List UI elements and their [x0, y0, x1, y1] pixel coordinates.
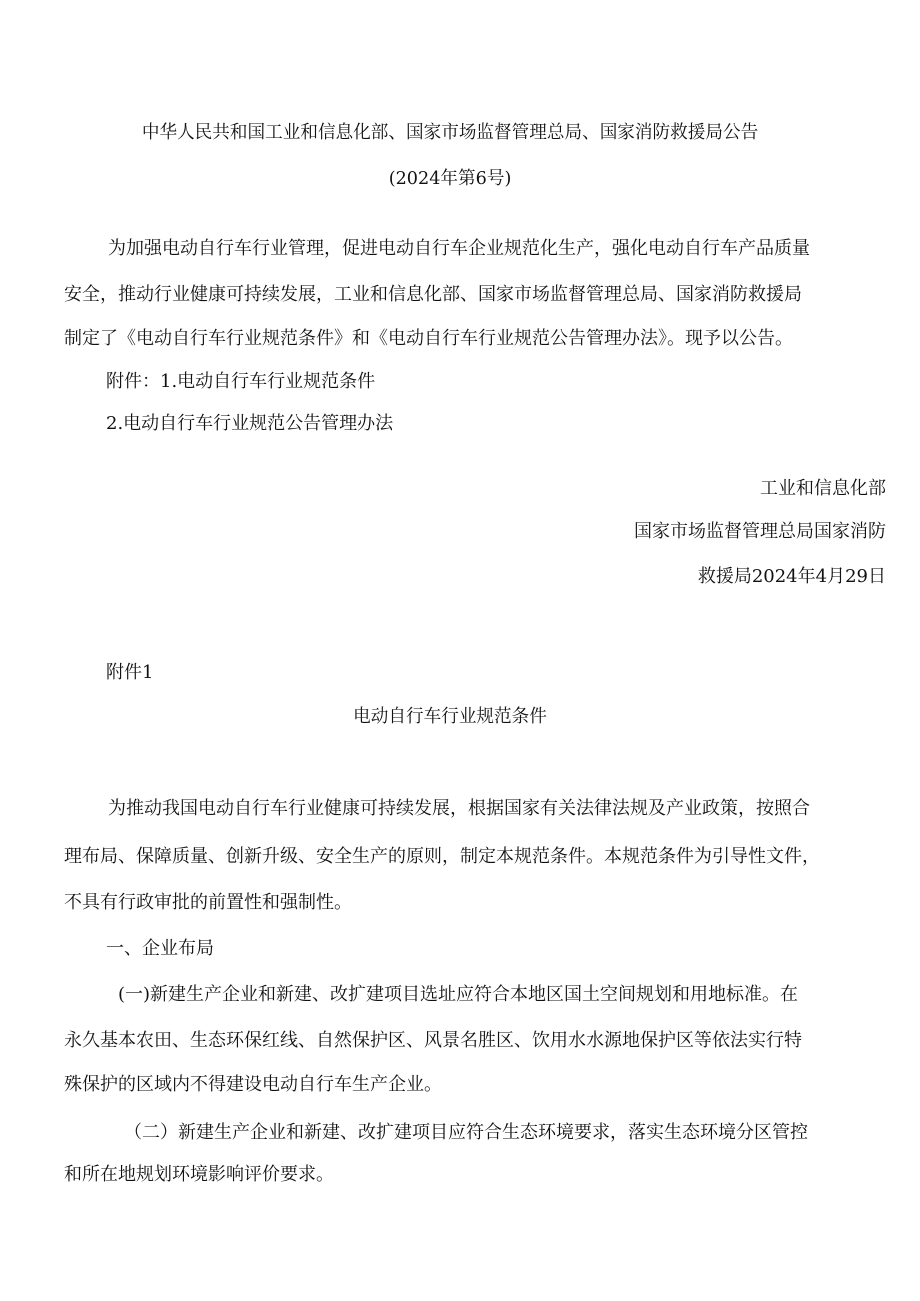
attachment-item-2: 2.电动自行车行业规范公告管理办法: [106, 413, 394, 434]
item1-line-1: (一)新建生产企业和新建、改扩建项目选址应符合本地区国土空间规划和用地标准。在: [118, 984, 799, 1005]
intro-line-3: 制定了《电动自行车行业规范条件》和《电动自行车行业规范公告管理办法》。现予以公告。: [64, 328, 793, 349]
notice-title: 中华人民共和国工业和信息化部、国家市场监督管理总局、国家消防救援局公告: [141, 122, 759, 143]
item1-line-2: 永久基本农田、生态环保红线、自然保护区、风景名胜区、饮用水水源地保护区等依法实行特: [64, 1030, 802, 1051]
intro-line-2: 安全，推动行业健康可持续发展，工业和信息化部、国家市场监督管理总局、国家消防救援局: [64, 284, 802, 305]
annex-intro-line-2: 理布局、保障质量、创新升级、安全生产的原则，制定本规范条件。本规范条件为引导性文件，: [64, 846, 820, 867]
item2-line-2: 和所在地规划环境影响评价要求。: [64, 1164, 334, 1185]
item1-line-3: 殊保护的区域内不得建设电动自行车生产企业。: [64, 1074, 442, 1095]
annex-intro-line-3: 不具有行政审批的前置性和强制性。: [64, 892, 352, 913]
intro-line-1: 为加强电动自行车行业管理，促进电动自行车企业规范化生产，强化电动自行车产品质量: [108, 238, 810, 259]
section-heading: 一、企业布局: [106, 938, 214, 959]
annex-intro-line-1: 为推动我国电动自行车行业健康可持续发展，根据国家有关法律法规及产业政策，按照合: [108, 798, 810, 819]
annex-title: 电动自行车行业规范条件: [353, 706, 547, 727]
item2-line-1: （二）新建生产企业和新建、改扩建项目应符合生态环境要求，落实生态环境分区管控: [124, 1122, 808, 1143]
signature-line-1: 工业和信息化部: [760, 478, 886, 499]
attachment-item-1: 附件：1.电动自行车行业规范条件: [106, 371, 376, 392]
signature-line-3: 救援局2024年4月29日: [697, 566, 886, 587]
signature-line-2: 国家市场监督管理总局国家消防: [634, 521, 886, 542]
annex-label: 附件1: [106, 662, 154, 683]
notice-number: (2024年第6号): [388, 168, 512, 189]
